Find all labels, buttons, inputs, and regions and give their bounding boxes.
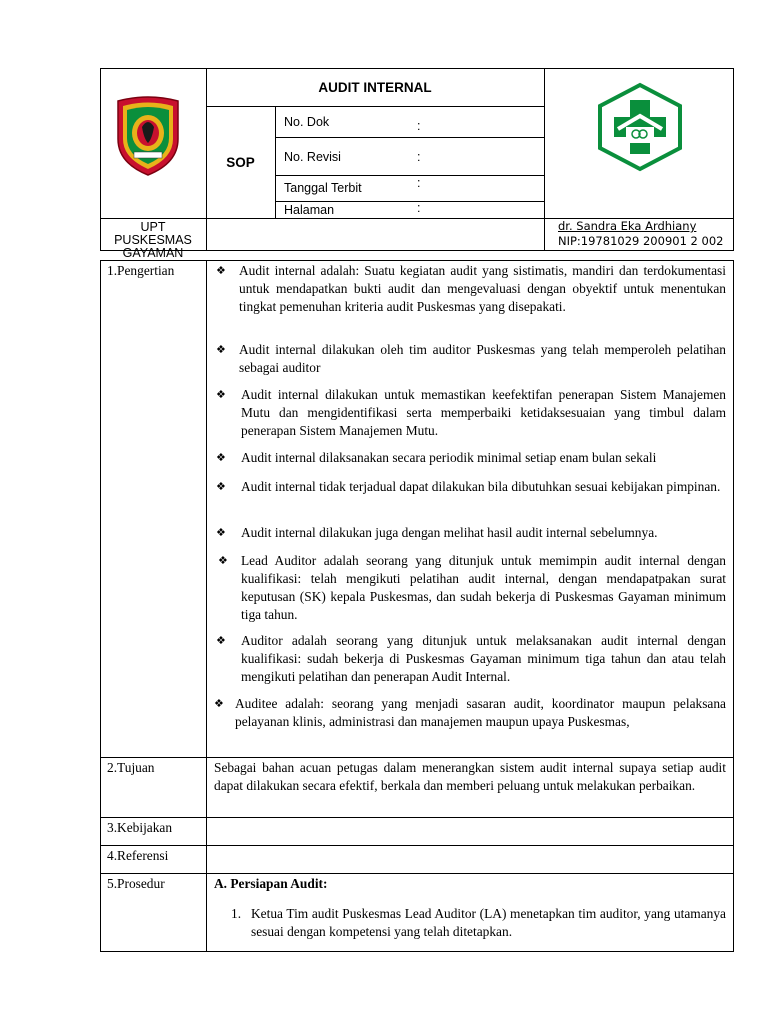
divider [100,845,734,846]
diamond-bullet-icon: ❖ [216,526,226,539]
diamond-bullet-icon: ❖ [216,264,226,277]
field-no-dok-label: No. Dok [284,115,330,129]
tujuan-text: Sebagai bahan acuan petugas dalam menerangkan sistem audit internal supaya setiap audit dapat dilakukan secara efektif, berkala dan memberi peluang untuk melakukan perbaikan. [214,760,726,793]
org-name-line1: UPT [140,220,166,234]
pengertian-bullet: Lead Auditor adalah seorang yang ditunjuk untuk memimpin audit internal dengan kualifikasi: telah mengikuti pelatihan audit internal, dengan mendapatpakan surat keputusan (SK) kepala Puskesmas, dan sudah bekerja di Puskesmas Gayaman minimum tiga tahun. [241,553,726,622]
signer-name: dr. Sandra Eka Ardhiany [558,219,697,233]
pengertian-bullet: Audit internal dilaksanakan secara periodik minimal setiap enam bulan sekali [241,450,657,465]
divider [100,817,734,818]
prosedur-step-number: 1. [231,906,242,921]
field-halaman-label: Halaman [284,203,335,217]
prosedur-heading: A. Persiapan Audit: [214,876,328,891]
pengertian-bullet: Audit internal dilakukan oleh tim auditor Puskesmas yang telah memperoleh pelatihan sebagai auditor [239,342,726,375]
pengertian-bullet: Audit internal dilakukan untuk memastikan keefektifan penerapan Sistem Manajemen Mutu dan mengidentifikasi serta memperbaiki ketidaksesuaian yang timbul dalam penerapan Sistem Manajemen Mutu. [241,387,726,438]
divider [100,873,734,874]
prosedur-step-text: Ketua Tim audit Puskesmas Lead Auditor (LA) menetapkan tim auditor, yang utamanya sesuai dengan kompetensi yang telah ditetapkan. [251,906,726,939]
diamond-bullet-icon: ❖ [216,343,226,356]
divider [206,106,544,107]
org-name-line3: GAYAMAN [122,246,184,260]
puskesmas-cross-logo-icon [596,82,684,172]
divider [275,201,544,202]
diamond-bullet-icon: ❖ [216,388,226,401]
document-title: AUDIT INTERNAL [318,80,432,95]
divider [275,175,544,176]
diamond-bullet-icon: ❖ [218,554,228,567]
divider [275,137,544,138]
pengertian-bullet: Auditee adalah: seorang yang menjadi sasaran audit, koordinator maupun pelaksana pelayanan klinis, administrasi dan manajemen maupun upaya Puskesmas, [235,696,726,729]
field-no-dok-sep: : [417,119,421,133]
regency-shield-logo-icon [112,95,184,177]
divider [544,68,545,251]
field-no-revisi-sep: : [417,150,421,164]
signer-nip: NIP:19781029 200901 2 002 [558,234,724,248]
pengertian-bullet: Auditor adalah seorang yang ditunjuk untuk melaksanakan audit internal dengan kualifikasi: sudah bekerja di Puskesmas Gayaman minimum tiga tahun dan atau telah mengikuti pelatihan dan penerapan Audit Internal. [241,633,726,684]
field-tanggal-terbit-sep: : [417,176,421,190]
org-name-line2: PUSKESMAS [114,233,192,247]
field-tanggal-terbit-label: Tanggal Terbit [284,181,362,195]
section-prosedur-label: 5.Prosedur [107,876,165,891]
diamond-bullet-icon: ❖ [214,697,224,710]
diamond-bullet-icon: ❖ [216,451,226,464]
pengertian-bullet: Audit internal tidak terjadual dapat dilakukan bila dibutuhkan sesuai kebijakan pimpinan. [241,479,721,494]
diamond-bullet-icon: ❖ [216,480,226,493]
field-halaman-sep: : [417,201,421,215]
pengertian-bullet: Audit internal adalah: Suatu kegiatan audit yang sistimatis, mandiri dan terdokumentasi untuk mendapatkan bukti audit dan mengevaluasi dengan obyektif untuk menentukan tingkat pemenuhan kriteria audit Puskesmas yang disepakati. [239,263,726,314]
section-pengertian-label: 1.Pengertian [107,263,175,278]
field-no-revisi-label: No. Revisi [284,150,341,164]
section-referensi-label: 4.Referensi [107,848,169,863]
divider [206,260,207,952]
divider [100,757,734,758]
sop-label: SOP [226,155,255,170]
section-kebijakan-label: 3.Kebijakan [107,820,173,835]
diamond-bullet-icon: ❖ [216,634,226,647]
section-tujuan-label: 2.Tujuan [107,760,155,775]
pengertian-bullet: Audit internal dilakukan juga dengan melihat hasil audit internal sebelumnya. [241,525,658,540]
